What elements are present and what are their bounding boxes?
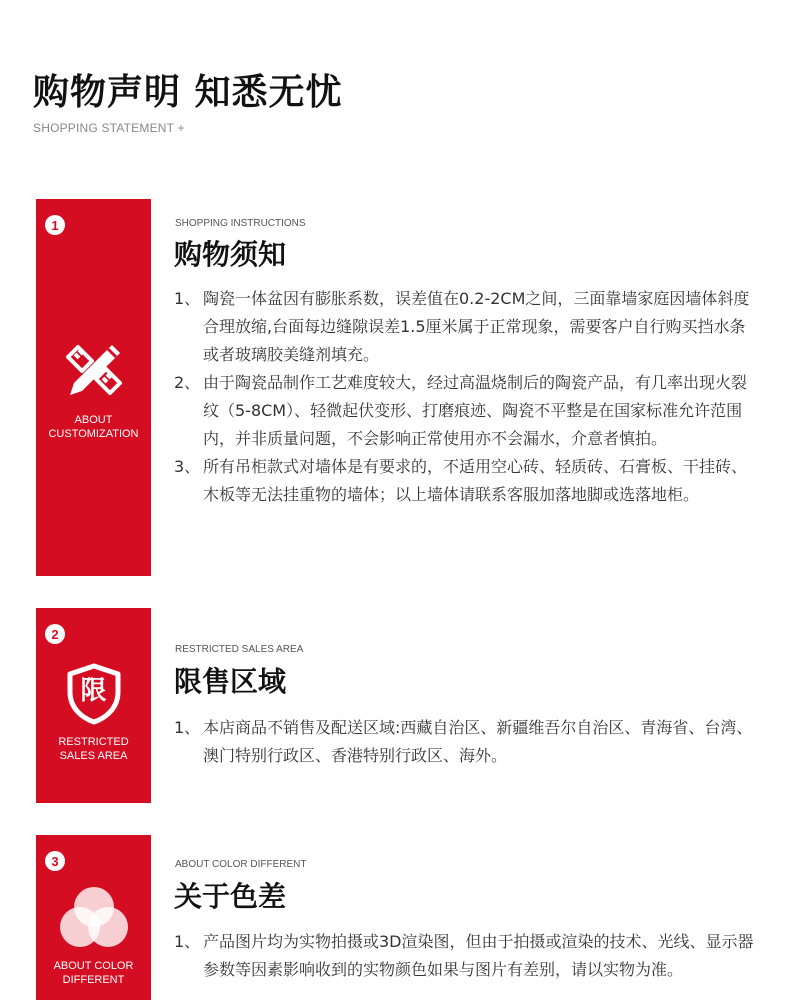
- page-title: 购物声明 知悉无忧: [33, 72, 343, 113]
- section-eyebrow: SHOPPING INSTRUCTIONS: [175, 218, 306, 229]
- section-heading: 限售区域: [174, 665, 287, 698]
- section-heading: 购物须知: [174, 238, 287, 271]
- color-circles-icon: [36, 885, 151, 951]
- section-number-badge: 3: [45, 851, 65, 871]
- list-item: 1、 产品图片均为实物拍摄或3D渲染图，但由于拍摄或渲染的技术、光线、显示器参数等因素影响收到的实物颜色如果与图片有差别，请以实物为准。: [174, 932, 754, 979]
- list-item: 2、 由于陶瓷品制作工艺难度较大，经过高温烧制后的陶瓷产品，有几率出现火裂纹（5-8CM）、轻微起伏变形、打磨痕迹、陶瓷不平整是在国家标准允许范围内，并非质量问题，不会影响正常使用亦不会漏水，介意者慎拍。: [174, 373, 748, 448]
- section-sidebar: [36, 835, 151, 1000]
- list-item: 1、 陶瓷一体盆因有膨胀系数，误差值在0.2-2CM之间，三面靠墙家庭因墙体斜度合理放缩,台面每边缝隙误差1.5厘米属于正常现象，需要客户自行购买挡水条或者玻璃胶美缝剂填充。: [174, 289, 750, 364]
- pencil-ruler-icon: [36, 339, 151, 403]
- section-caption: RESTRICTED SALES AREA: [58, 736, 129, 762]
- shield-restriction-icon: 限: [36, 662, 151, 726]
- page-subtitle: SHOPPING STATEMENT +: [33, 121, 185, 135]
- section-number-badge: 1: [45, 215, 65, 235]
- section-color-difference: [0, 835, 790, 1000]
- section-list: [174, 285, 754, 509]
- section-eyebrow: ABOUT COLOR DIFFERENT: [175, 859, 307, 870]
- section-sidebar: [36, 199, 151, 576]
- section-heading: 关于色差: [174, 880, 287, 913]
- section-sidebar: [36, 608, 151, 803]
- section-caption: ABOUT CUSTOMIZATION: [48, 414, 139, 440]
- list-item: 1、 本店商品不销售及配送区域:西藏自治区、新疆维吾尔自治区、青海省、台湾、澳门特别行政区、香港特别行政区、海外。: [174, 718, 753, 765]
- section-eyebrow: RESTRICTED SALES AREA: [175, 644, 304, 655]
- section-list: [174, 928, 754, 984]
- section-shopping-instructions: [0, 199, 790, 576]
- section-caption: ABOUT COLOR DIFFERENT: [53, 960, 134, 986]
- list-item: 3、 所有吊柜款式对墙体是有要求的，不适用空心砖、轻质砖、石膏板、干挂砖、木板等无法挂重物的墙体；以上墙体请联系客服加落地脚或选落地柜。: [174, 457, 748, 504]
- section-list: [174, 714, 754, 770]
- section-number-badge: 2: [45, 624, 65, 644]
- section-restricted-sales: [0, 608, 790, 803]
